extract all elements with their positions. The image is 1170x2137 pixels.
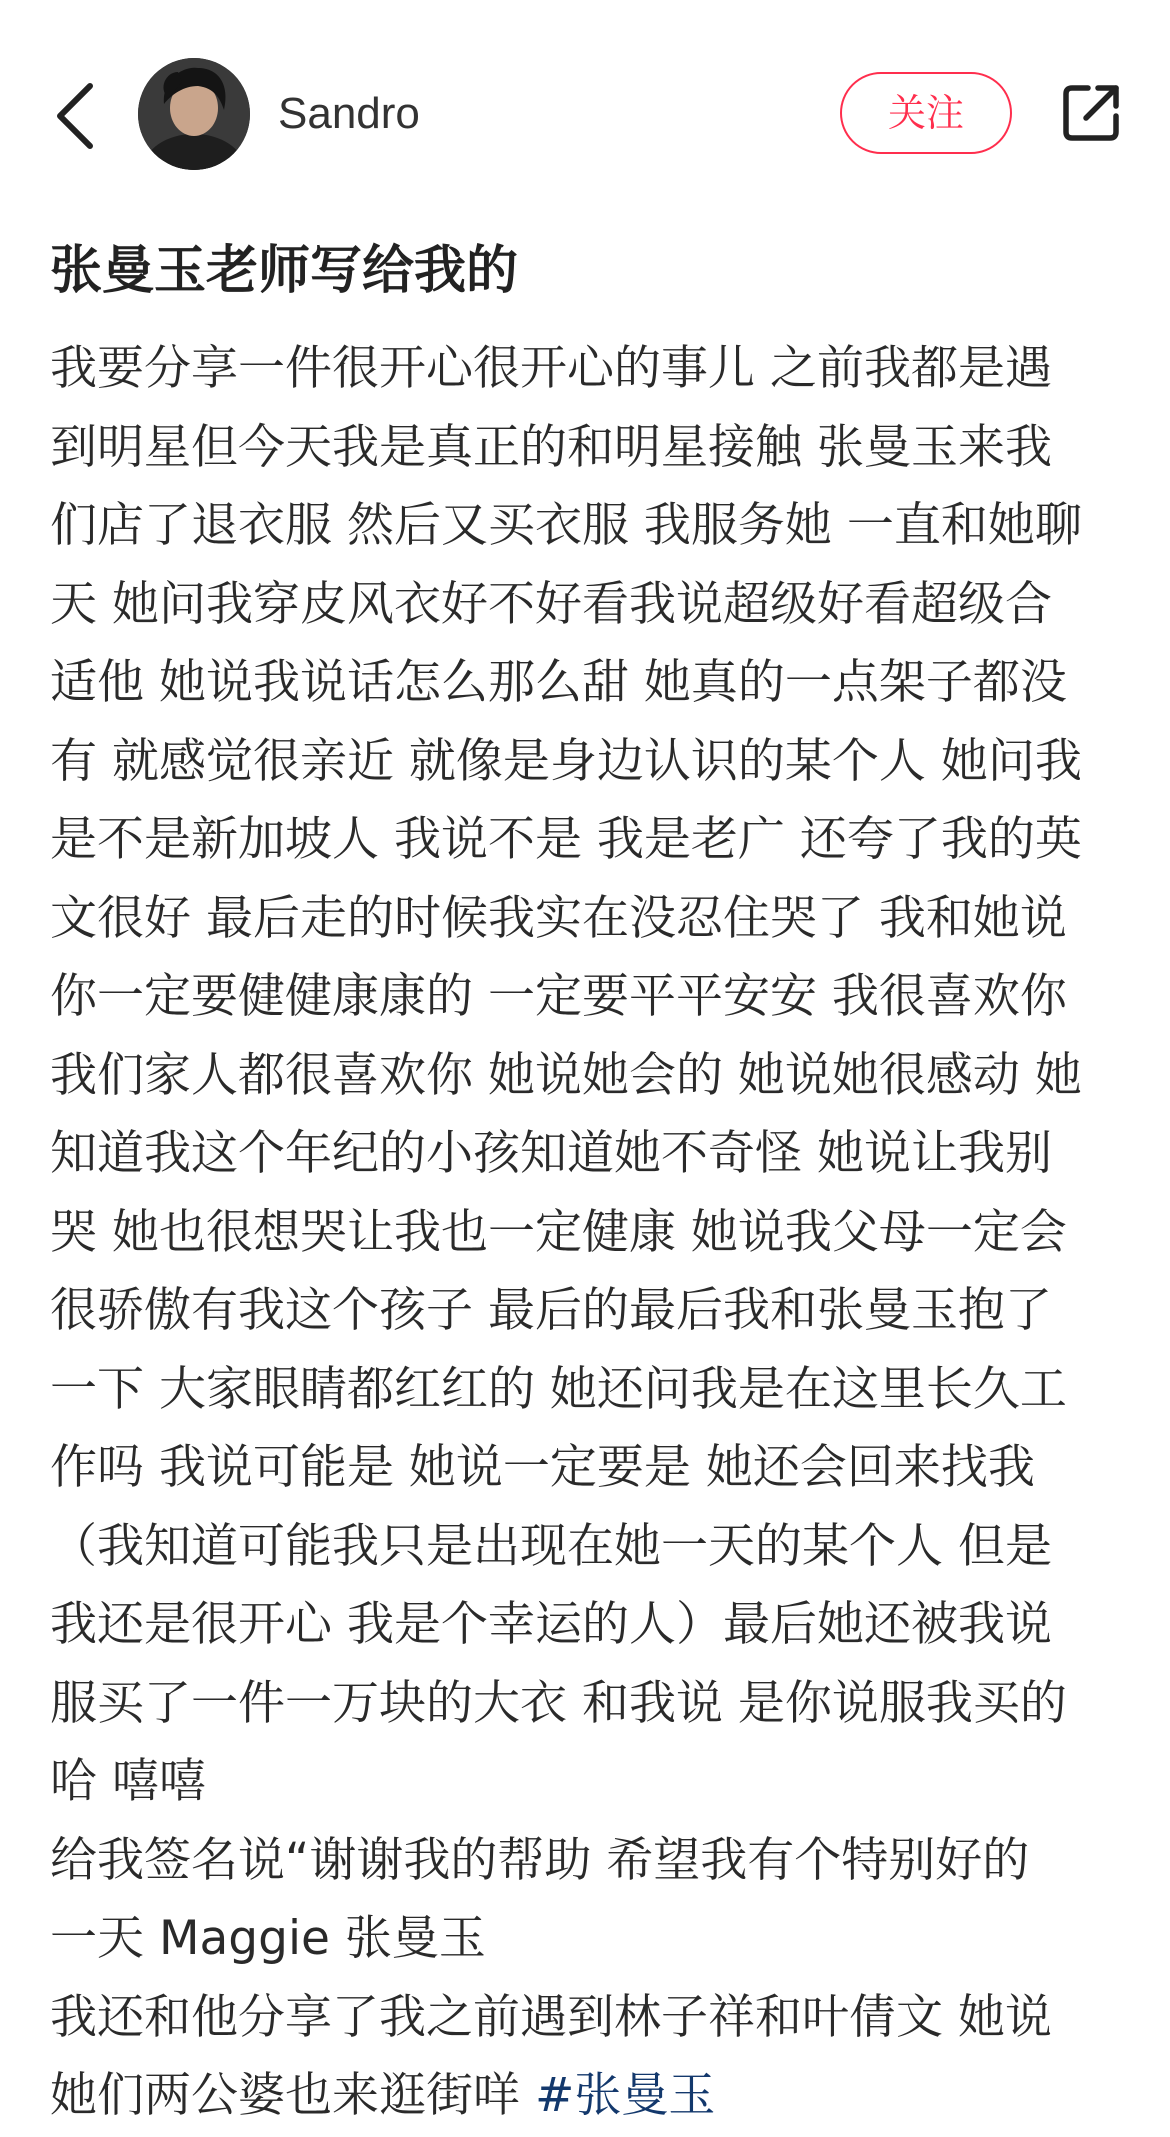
body-line: 一天 Maggie 张曼玉 bbox=[50, 1911, 486, 1966]
body-line: 有 就感觉很亲近 就像是身边认识的某个人 她问我 bbox=[50, 733, 1082, 789]
share-icon bbox=[1058, 80, 1124, 146]
follow-button[interactable]: 关注 bbox=[840, 72, 1012, 154]
body-line-text: 她们两公婆也来逛街咩 bbox=[50, 2068, 535, 2123]
hashtag-link[interactable]: #张曼玉 bbox=[534, 2068, 716, 2123]
body-line: （我知道可能我只是出现在她一天的某个人 但是 bbox=[50, 1518, 1052, 1574]
body-line: 一下 大家眼睛都红红的 她还问我是在这里长久工 bbox=[50, 1361, 1067, 1417]
body-line: 服买了一件一万块的大衣 和我说 是你说服我买的 bbox=[50, 1675, 1067, 1731]
body-line: 知道我这个年纪的小孩知道她不奇怪 她说让我别 bbox=[50, 1126, 1052, 1181]
body-line: 适他 她说我说话怎么那么甜 她真的一点架子都没 bbox=[50, 655, 1067, 710]
back-button[interactable] bbox=[46, 78, 106, 154]
body-line: 到明星但今天我是真正的和明星接触 张曼玉来我 bbox=[50, 419, 1052, 475]
username[interactable]: Sandro bbox=[278, 89, 420, 138]
chevron-left-icon bbox=[46, 78, 106, 154]
body-line: 给我签名说“谢谢我的帮助 希望我有个特别好的 bbox=[50, 1832, 1030, 1888]
avatar[interactable] bbox=[138, 58, 250, 170]
share-button[interactable] bbox=[1058, 80, 1124, 146]
body-line: 我要分享一件很开心很开心的事儿 之前我都是遇 bbox=[50, 341, 1052, 396]
body-line: 文很好 最后走的时候我实在没忍住哭了 我和她说 bbox=[50, 890, 1067, 946]
body-line: 作吗 我说可能是 她说一定要是 她还会回来找我 bbox=[50, 1440, 1035, 1495]
body-line: 天 她问我穿皮风衣好不好看我说超级好看超级合 bbox=[50, 576, 1052, 632]
body-line: 是不是新加坡人 我说不是 我是老广 还夸了我的英 bbox=[50, 812, 1082, 867]
body-line: 我还是很开心 我是个幸运的人）最后她还被我说 bbox=[50, 1597, 1052, 1652]
body-line-last bbox=[50, 2057, 1130, 2136]
body-line: 我们家人都很喜欢你 她说她会的 她说她很感动 她 bbox=[50, 1047, 1082, 1103]
body-line: 很骄傲有我这个孩子 最后的最后我和张曼玉抱了 bbox=[50, 1283, 1052, 1338]
post-title: 张曼玉老师写给我的 bbox=[50, 241, 519, 301]
body-line: 我还和他分享了我之前遇到林子祥和叶倩文 她说 bbox=[50, 1989, 1052, 2045]
body-line: 们店了退衣服 然后又买衣服 我服务她 一直和她聊 bbox=[50, 498, 1082, 553]
body-line: 哭 她也很想哭让我也一定健康 她说我父母一定会 bbox=[50, 1204, 1067, 1260]
avatar-image bbox=[138, 58, 250, 170]
post-body bbox=[50, 330, 1130, 2136]
body-line: 你一定要健健康康的 一定要平平安安 我很喜欢你 bbox=[50, 969, 1067, 1024]
post-header bbox=[0, 0, 1170, 230]
body-line: 哈 嘻嘻 bbox=[50, 1754, 206, 1809]
